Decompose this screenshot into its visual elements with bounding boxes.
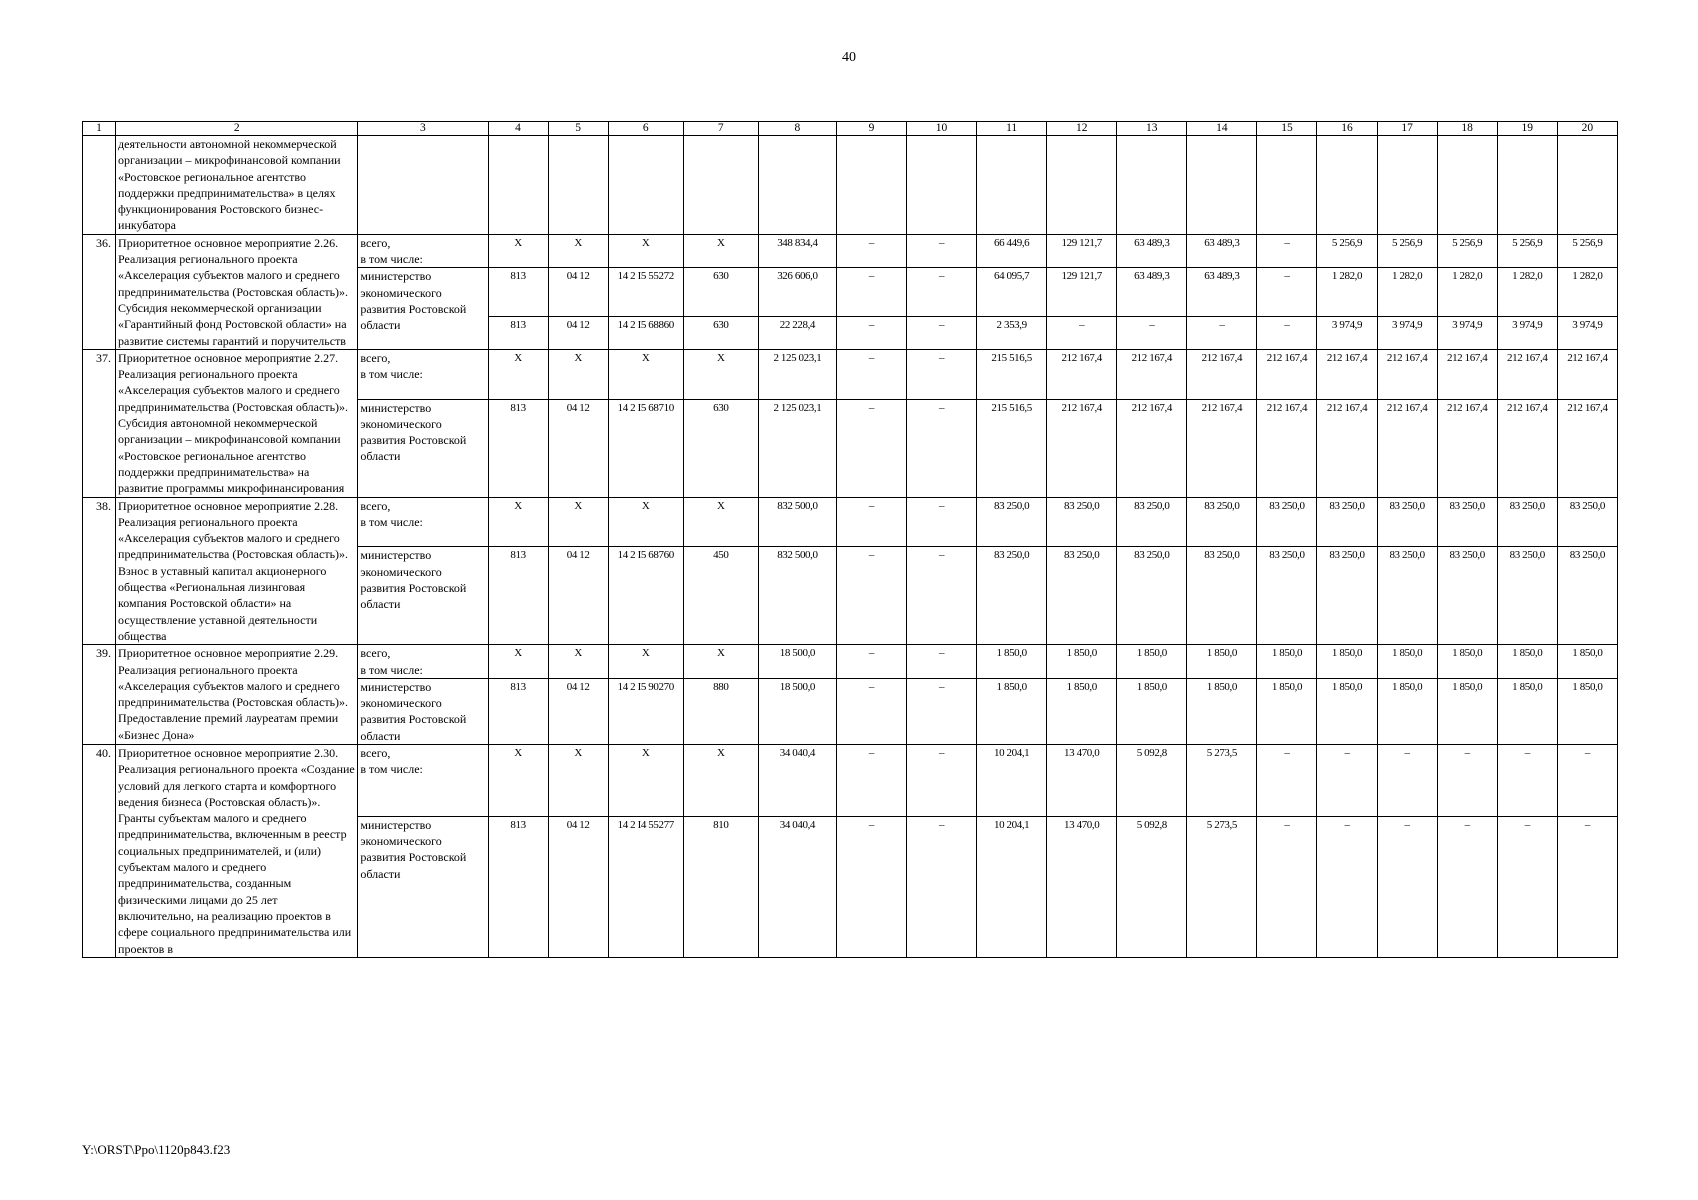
value-cell: 813 xyxy=(488,816,548,957)
value-cell: – xyxy=(836,234,906,268)
value-cell: – xyxy=(907,316,977,349)
value-cell: 212 167,4 xyxy=(1257,349,1317,399)
column-number-cell: 9 xyxy=(836,122,906,136)
page-number: 40 xyxy=(842,50,856,65)
value-cell: – xyxy=(836,497,906,547)
value-cell: 212 167,4 xyxy=(1047,399,1117,497)
value-cell: 04 12 xyxy=(548,268,608,316)
column-number-cell: 17 xyxy=(1377,122,1437,136)
value-cell: 3 974,9 xyxy=(1377,316,1437,349)
value-cell: X xyxy=(488,744,548,816)
value-cell: 14 2 I4 55277 xyxy=(608,816,683,957)
value-cell: 83 250,0 xyxy=(1317,497,1377,547)
column-number-cell: 8 xyxy=(758,122,836,136)
value-cell: 83 250,0 xyxy=(1437,547,1497,645)
value-cell: 215 516,5 xyxy=(977,349,1047,399)
value-cell: – xyxy=(907,399,977,497)
value-cell: – xyxy=(907,678,977,744)
value-cell: 83 250,0 xyxy=(977,547,1047,645)
value-cell: 1 850,0 xyxy=(977,645,1047,679)
column-number-cell: 13 xyxy=(1117,122,1187,136)
value-cell: X xyxy=(608,349,683,399)
value-cell: 5 256,9 xyxy=(1377,234,1437,268)
value-cell: – xyxy=(1377,744,1437,816)
value-cell: 813 xyxy=(488,547,548,645)
value-cell: 3 974,9 xyxy=(1557,316,1617,349)
value-cell: 14 2 I5 68860 xyxy=(608,316,683,349)
value-cell: 14 2 I5 68760 xyxy=(608,547,683,645)
value-cell: 83 250,0 xyxy=(1117,497,1187,547)
value-cell: 18 500,0 xyxy=(758,678,836,744)
value-cell: 2 353,9 xyxy=(977,316,1047,349)
column-number-cell: 7 xyxy=(683,122,758,136)
value-cell: 1 282,0 xyxy=(1377,268,1437,316)
value-cell: 212 167,4 xyxy=(1187,399,1257,497)
value-cell: 2 125 023,1 xyxy=(758,349,836,399)
value-cell: 212 167,4 xyxy=(1437,349,1497,399)
value-cell: 83 250,0 xyxy=(1377,547,1437,645)
column-number-cell: 10 xyxy=(907,122,977,136)
value-cell: 212 167,4 xyxy=(1557,399,1617,497)
value-cell: – xyxy=(1377,816,1437,957)
value-cell: 1 282,0 xyxy=(1317,268,1377,316)
value-cell: 215 516,5 xyxy=(977,399,1047,497)
empty-cell xyxy=(836,136,906,235)
activity-name-cell: деятельности автономной некоммерческой организации – микрофинансовой компании «Ростовское региональное агентство поддержки предпринимательства» в целях функционирования Ростовского бизнес-инкубатора xyxy=(116,136,358,235)
value-cell: 630 xyxy=(683,316,758,349)
value-cell: 813 xyxy=(488,316,548,349)
value-cell: – xyxy=(836,268,906,316)
value-cell: 2 125 023,1 xyxy=(758,399,836,497)
activity-name-cell: Приоритетное основное мероприятие 2.27. Реализация регионального проекта «Акселерация субъектов малого и среднего предпринимательства (Ростовская область)». Субсидия автономной некоммерческой организации – микрофинансовой компании «Ростовское региональное агентство поддержки предпринимательства» на развитие программы микрофинансирования xyxy=(116,349,358,497)
value-cell: X xyxy=(608,497,683,547)
column-number-cell: 16 xyxy=(1317,122,1377,136)
value-cell: 1 850,0 xyxy=(1497,645,1557,679)
value-cell: 1 850,0 xyxy=(1557,645,1617,679)
total-label-cell: всего, в том числе: xyxy=(358,645,488,679)
value-cell: 212 167,4 xyxy=(1187,349,1257,399)
value-cell: 212 167,4 xyxy=(1497,399,1557,497)
budget-table xyxy=(82,121,1618,958)
value-cell: 630 xyxy=(683,399,758,497)
value-cell: 18 500,0 xyxy=(758,645,836,679)
value-cell: 63 489,3 xyxy=(1187,234,1257,268)
value-cell: 450 xyxy=(683,547,758,645)
value-cell: 326 606,0 xyxy=(758,268,836,316)
empty-cell xyxy=(548,136,608,235)
value-cell: 212 167,4 xyxy=(1047,349,1117,399)
value-cell: X xyxy=(488,497,548,547)
value-cell: 1 850,0 xyxy=(1187,678,1257,744)
value-cell: 212 167,4 xyxy=(1557,349,1617,399)
value-cell: 64 095,7 xyxy=(977,268,1047,316)
empty-cell xyxy=(488,136,548,235)
empty-cell xyxy=(1187,136,1257,235)
value-cell: 1 850,0 xyxy=(1117,678,1187,744)
value-cell: 10 204,1 xyxy=(977,744,1047,816)
value-cell: 14 2 I5 90270 xyxy=(608,678,683,744)
executor-cell: министерство экономического развития Ростовской области xyxy=(358,399,488,497)
empty-cell xyxy=(1557,136,1617,235)
value-cell: 1 282,0 xyxy=(1557,268,1617,316)
value-cell: 129 121,7 xyxy=(1047,268,1117,316)
value-cell: 83 250,0 xyxy=(1257,497,1317,547)
value-cell: – xyxy=(1497,816,1557,957)
value-cell: 212 167,4 xyxy=(1117,399,1187,497)
value-cell: 832 500,0 xyxy=(758,547,836,645)
value-cell: 22 228,4 xyxy=(758,316,836,349)
executor-cell: министерство экономического развития Ростовской области xyxy=(358,678,488,744)
value-cell: 63 489,3 xyxy=(1117,268,1187,316)
value-cell: – xyxy=(836,744,906,816)
value-cell: 5 256,9 xyxy=(1497,234,1557,268)
value-cell: 348 834,4 xyxy=(758,234,836,268)
total-label-cell: всего, в том числе: xyxy=(358,497,488,547)
value-cell: 83 250,0 xyxy=(1257,547,1317,645)
value-cell: 212 167,4 xyxy=(1377,349,1437,399)
value-cell: X xyxy=(488,349,548,399)
empty-cell xyxy=(758,136,836,235)
value-cell: 83 250,0 xyxy=(1497,547,1557,645)
value-cell: 83 250,0 xyxy=(1497,497,1557,547)
column-number-row xyxy=(83,122,1618,136)
empty-cell xyxy=(1437,136,1497,235)
value-cell: X xyxy=(488,234,548,268)
value-cell: 63 489,3 xyxy=(1187,268,1257,316)
value-cell: X xyxy=(683,497,758,547)
value-cell: 1 850,0 xyxy=(977,678,1047,744)
value-cell: 1 850,0 xyxy=(1317,645,1377,679)
empty-cell xyxy=(358,136,488,235)
value-cell: – xyxy=(907,497,977,547)
value-cell: – xyxy=(1437,744,1497,816)
total-label-cell: всего, в том числе: xyxy=(358,744,488,816)
value-cell: 5 273,5 xyxy=(1187,744,1257,816)
value-cell: 212 167,4 xyxy=(1317,399,1377,497)
empty-cell xyxy=(1257,136,1317,235)
value-cell: – xyxy=(907,547,977,645)
activity-name-cell: Приоритетное основное мероприятие 2.29. Реализация регионального проекта «Акселерация субъектов малого и среднего предпринимательства (Ростовская область)». Предоставление премий лауреатам премии «Бизнес Дона» xyxy=(116,645,358,745)
value-cell: 832 500,0 xyxy=(758,497,836,547)
value-cell: X xyxy=(548,234,608,268)
value-cell: 1 850,0 xyxy=(1187,645,1257,679)
value-cell: 129 121,7 xyxy=(1047,234,1117,268)
value-cell: 83 250,0 xyxy=(1117,547,1187,645)
total-label-cell: всего, в том числе: xyxy=(358,234,488,268)
table-row xyxy=(83,645,1618,679)
value-cell: 83 250,0 xyxy=(1187,497,1257,547)
value-cell: 83 250,0 xyxy=(1317,547,1377,645)
column-number-cell: 4 xyxy=(488,122,548,136)
empty-cell xyxy=(907,136,977,235)
value-cell: X xyxy=(608,645,683,679)
value-cell: 1 850,0 xyxy=(1317,678,1377,744)
value-cell: 04 12 xyxy=(548,399,608,497)
value-cell: – xyxy=(1557,816,1617,957)
value-cell: X xyxy=(608,234,683,268)
empty-cell xyxy=(1047,136,1117,235)
column-number-cell: 2 xyxy=(116,122,358,136)
table-row xyxy=(83,136,1618,235)
value-cell: 83 250,0 xyxy=(977,497,1047,547)
value-cell: 34 040,4 xyxy=(758,816,836,957)
value-cell: 1 850,0 xyxy=(1117,645,1187,679)
value-cell: – xyxy=(1257,816,1317,957)
value-cell: – xyxy=(1437,816,1497,957)
value-cell: 212 167,4 xyxy=(1497,349,1557,399)
value-cell: 212 167,4 xyxy=(1317,349,1377,399)
value-cell: – xyxy=(836,316,906,349)
value-cell: 5 273,5 xyxy=(1187,816,1257,957)
value-cell: 83 250,0 xyxy=(1437,497,1497,547)
empty-cell xyxy=(977,136,1047,235)
row-number-cell: 36. xyxy=(83,234,116,349)
value-cell: 04 12 xyxy=(548,547,608,645)
column-number-cell: 11 xyxy=(977,122,1047,136)
value-cell: – xyxy=(907,234,977,268)
executor-cell: министерство экономического развития Ростовской области xyxy=(358,547,488,645)
column-number-cell: 12 xyxy=(1047,122,1117,136)
table-row xyxy=(83,349,1618,399)
value-cell: 1 850,0 xyxy=(1047,678,1117,744)
value-cell: – xyxy=(907,816,977,957)
value-cell: – xyxy=(1257,316,1317,349)
value-cell: 813 xyxy=(488,678,548,744)
empty-cell xyxy=(683,136,758,235)
value-cell: 3 974,9 xyxy=(1437,316,1497,349)
activity-name-cell: Приоритетное основное мероприятие 2.30. Реализация регионального проекта «Создание условий для легкого старта и комфортного ведения бизнеса (Ростовская область)». Гранты субъектам малого и среднего предпринимательства, включенным в реестр социальных предпринимателей, и (или) субъектам малого и среднего предпринимательства, созданным физическими лицами до 25 лет включительно, на реализацию проектов в сфере социального предпринимательства или проектов в xyxy=(116,744,358,957)
value-cell: X xyxy=(683,234,758,268)
column-number-cell: 20 xyxy=(1557,122,1617,136)
file-path-footer: Y:\ORST\Ppo\1120p843.f23 xyxy=(82,1142,231,1157)
value-cell: 83 250,0 xyxy=(1557,497,1617,547)
value-cell: 212 167,4 xyxy=(1257,399,1317,497)
value-cell: 1 282,0 xyxy=(1437,268,1497,316)
value-cell: 1 850,0 xyxy=(1437,645,1497,679)
empty-cell xyxy=(1117,136,1187,235)
value-cell: – xyxy=(907,744,977,816)
value-cell: – xyxy=(1257,268,1317,316)
column-number-cell: 3 xyxy=(358,122,488,136)
executor-cell: министерство экономического развития Ростовской области xyxy=(358,816,488,957)
value-cell: – xyxy=(1557,744,1617,816)
value-cell: 212 167,4 xyxy=(1377,399,1437,497)
value-cell: 630 xyxy=(683,268,758,316)
total-label-cell: всего, в том числе: xyxy=(358,349,488,399)
value-cell: 10 204,1 xyxy=(977,816,1047,957)
empty-cell xyxy=(1317,136,1377,235)
value-cell: 34 040,4 xyxy=(758,744,836,816)
value-cell: 66 449,6 xyxy=(977,234,1047,268)
row-number-cell: 37. xyxy=(83,349,116,497)
column-number-cell: 18 xyxy=(1437,122,1497,136)
table-row xyxy=(83,744,1618,816)
value-cell: 813 xyxy=(488,399,548,497)
value-cell: X xyxy=(548,349,608,399)
value-cell: – xyxy=(1117,316,1187,349)
value-cell: 14 2 I5 68710 xyxy=(608,399,683,497)
value-cell: 1 850,0 xyxy=(1557,678,1617,744)
value-cell: – xyxy=(836,678,906,744)
value-cell: 3 974,9 xyxy=(1497,316,1557,349)
empty-cell xyxy=(1497,136,1557,235)
value-cell: 5 256,9 xyxy=(1437,234,1497,268)
value-cell: – xyxy=(1257,234,1317,268)
value-cell: 810 xyxy=(683,816,758,957)
column-number-cell: 15 xyxy=(1257,122,1317,136)
value-cell: – xyxy=(836,816,906,957)
value-cell: – xyxy=(907,268,977,316)
value-cell: 1 850,0 xyxy=(1257,678,1317,744)
value-cell: 04 12 xyxy=(548,678,608,744)
value-cell: – xyxy=(1317,744,1377,816)
value-cell: 63 489,3 xyxy=(1117,234,1187,268)
value-cell: 04 12 xyxy=(548,816,608,957)
column-number-cell: 19 xyxy=(1497,122,1557,136)
value-cell: – xyxy=(836,645,906,679)
value-cell: 1 850,0 xyxy=(1497,678,1557,744)
value-cell: 13 470,0 xyxy=(1047,744,1117,816)
value-cell: 1 850,0 xyxy=(1437,678,1497,744)
row-number-cell: 39. xyxy=(83,645,116,745)
column-number-cell: 1 xyxy=(83,122,116,136)
value-cell: 5 256,9 xyxy=(1317,234,1377,268)
value-cell: – xyxy=(1047,316,1117,349)
value-cell: 5 256,9 xyxy=(1557,234,1617,268)
row-number-cell: 38. xyxy=(83,497,116,645)
column-number-cell: 14 xyxy=(1187,122,1257,136)
value-cell: 813 xyxy=(488,268,548,316)
value-cell: 14 2 I5 55272 xyxy=(608,268,683,316)
value-cell: X xyxy=(488,645,548,679)
value-cell: 5 092,8 xyxy=(1117,816,1187,957)
value-cell: 1 850,0 xyxy=(1257,645,1317,679)
value-cell: X xyxy=(683,349,758,399)
value-cell: – xyxy=(1497,744,1557,816)
value-cell: – xyxy=(1187,316,1257,349)
executor-cell: министерство экономического развития Ростовской области xyxy=(358,268,488,349)
value-cell: – xyxy=(836,547,906,645)
value-cell: 83 250,0 xyxy=(1047,547,1117,645)
value-cell: 83 250,0 xyxy=(1377,497,1437,547)
value-cell: 1 850,0 xyxy=(1377,645,1437,679)
activity-name-cell: Приоритетное основное мероприятие 2.28. Реализация регионального проекта «Акселерация субъектов малого и среднего предпринимательства (Ростовская область)». Взнос в уставный капитал акционерного общества «Региональная лизинговая компания Ростовской области» на осуществление уставной деятельности общества xyxy=(116,497,358,645)
value-cell: 1 850,0 xyxy=(1377,678,1437,744)
value-cell: 212 167,4 xyxy=(1117,349,1187,399)
empty-cell xyxy=(1377,136,1437,235)
value-cell: – xyxy=(907,645,977,679)
value-cell: – xyxy=(1317,816,1377,957)
column-number-cell: 6 xyxy=(608,122,683,136)
activity-name-cell: Приоритетное основное мероприятие 2.26. Реализация регионального проекта «Акселерация субъектов малого и среднего предпринимательства (Ростовская область)». Субсидия некоммерческой организации «Гарантийный фонд Ростовской области» на развитие системы гарантий и поручительств xyxy=(116,234,358,349)
value-cell: – xyxy=(907,349,977,399)
value-cell: 212 167,4 xyxy=(1437,399,1497,497)
column-number-cell: 5 xyxy=(548,122,608,136)
value-cell: 880 xyxy=(683,678,758,744)
value-cell: 5 092,8 xyxy=(1117,744,1187,816)
row-number-cell xyxy=(83,136,116,235)
value-cell: 04 12 xyxy=(548,316,608,349)
value-cell: – xyxy=(836,349,906,399)
value-cell: 83 250,0 xyxy=(1187,547,1257,645)
value-cell: X xyxy=(608,744,683,816)
value-cell: X xyxy=(683,645,758,679)
table-row xyxy=(83,497,1618,547)
value-cell: X xyxy=(548,645,608,679)
value-cell: – xyxy=(1257,744,1317,816)
value-cell: 1 850,0 xyxy=(1047,645,1117,679)
value-cell: 13 470,0 xyxy=(1047,816,1117,957)
empty-cell xyxy=(608,136,683,235)
table-row xyxy=(83,234,1618,268)
value-cell: 83 250,0 xyxy=(1557,547,1617,645)
value-cell: 1 282,0 xyxy=(1497,268,1557,316)
value-cell: X xyxy=(548,744,608,816)
value-cell: 3 974,9 xyxy=(1317,316,1377,349)
value-cell: X xyxy=(683,744,758,816)
value-cell: 83 250,0 xyxy=(1047,497,1117,547)
value-cell: X xyxy=(548,497,608,547)
value-cell: – xyxy=(836,399,906,497)
row-number-cell: 40. xyxy=(83,744,116,957)
